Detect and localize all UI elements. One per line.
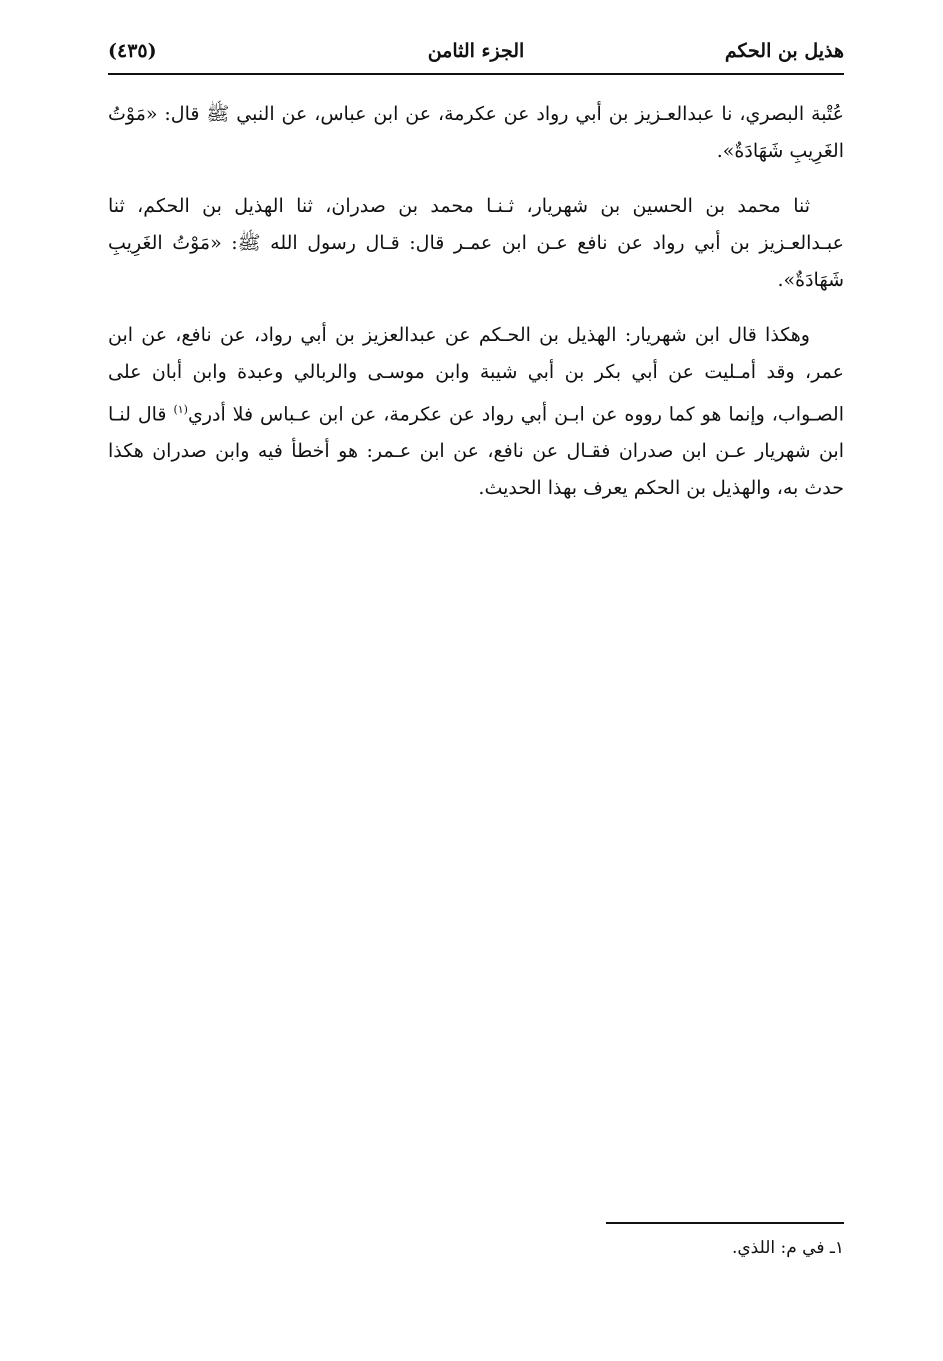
paragraph-3-continuation: قال لنـا ابن شهريار عـن ابن صدران فقـال عن نافع، عن ابن عـمر: هو أخطأ فيه وابن صدران هكذا حدث به، والهذيل بن الحكم يعرف بهذا الحديث.: [108, 403, 844, 500]
paragraph-1: عُتْبة البصري، نا عبدالعـزيز بن أبي رواد عن عكرمة، عن ابن عباس، عن النبي ﷺ قال: «مَوْتُ الغَرِيبِ شَهَادَةٌ».: [108, 103, 844, 162]
running-title: هذيل بن الحكم: [724, 40, 844, 62]
paragraph-3-text: وهكذا قال ابن شهريار: الهذيل بن الحـكم عن عبدالعزيز بن أبي رواد، عن نافع، عن ابن عمر، وقد أمـليت عن أبي بكر بن أبي شيبة وابن موسـى والربالي وعبدة وابن أبان على الصـواب، وإنما هو كما رووه عن ابـن أبي رواد عن عكرمة، عن ابن عـباس فلا أدري: [108, 324, 845, 426]
page-header: [108, 36, 844, 70]
footnote: ١ـ في م: اللذي.: [731, 1238, 844, 1258]
page-number: (٤٣٥): [108, 40, 157, 62]
header-divider: [108, 73, 844, 75]
volume-title: الجزء الثامن: [427, 40, 525, 62]
paragraph-3: [108, 317, 844, 507]
main-text: [108, 96, 844, 525]
footnote-divider: [606, 1222, 844, 1224]
paragraph-2: ثنا محمد بن الحسين بن شهريار، ثـنـا محمد بن صدران، ثنا الهذيل بن الحكم، ثنا عبـدالعـزيز بن أبي رواد عن نافع عـن ابن عمـر قال: قـال رسول الله ﷺ: «مَوْتُ الغَرِيبِ شَهَادَةٌ».: [108, 195, 844, 291]
footnote-reference: (١): [173, 403, 188, 416]
